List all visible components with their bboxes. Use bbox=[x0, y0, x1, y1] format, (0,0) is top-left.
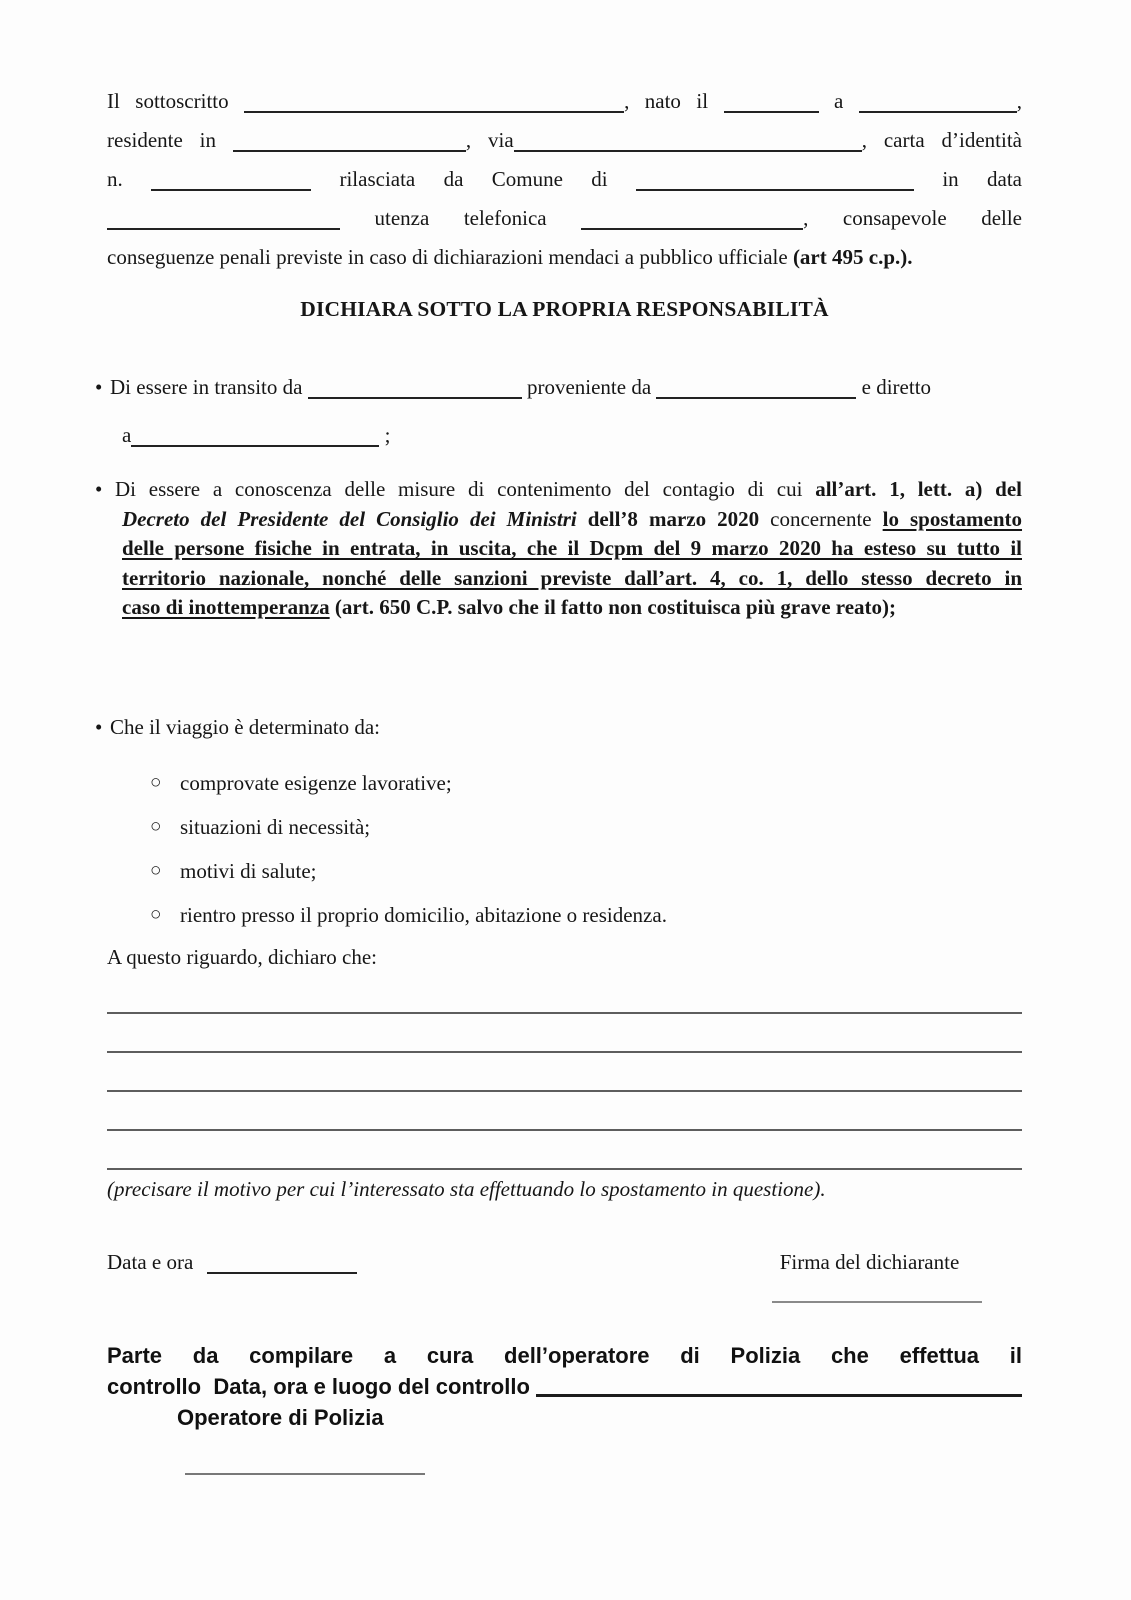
text-segment: , bbox=[1016, 89, 1022, 113]
intro-line bbox=[107, 121, 1022, 160]
text-segment: Di essere a conoscenza delle misure di contenimento del contagio di cui bbox=[115, 477, 816, 501]
signature-line[interactable] bbox=[772, 1301, 982, 1303]
intro-paragraph bbox=[107, 82, 1022, 277]
declaration-heading: DICHIARA SOTTO LA PROPRIA RESPONSABILITÀ bbox=[300, 297, 829, 321]
police-operator-label bbox=[177, 1402, 1022, 1433]
police-signature-line[interactable] bbox=[185, 1473, 425, 1475]
reason-option-work[interactable] bbox=[107, 770, 1022, 814]
fill-in-blank[interactable] bbox=[233, 137, 466, 152]
bullet-travel-reason bbox=[95, 712, 1022, 742]
text-segment: (art. 650 C.P. salvo che il fatto non costituisca più grave reato); bbox=[334, 595, 897, 620]
text-segment: , via bbox=[465, 128, 514, 152]
text-segment: in data bbox=[913, 167, 1023, 191]
reason-option-necessity[interactable] bbox=[107, 814, 1022, 858]
bullet-transit bbox=[95, 368, 1022, 455]
text-segment: Operatore di Polizia bbox=[177, 1405, 384, 1430]
transit-line bbox=[122, 416, 1022, 455]
text-segment: proveniente da bbox=[521, 375, 657, 399]
radio-circle-icon[interactable]: ○ bbox=[150, 816, 162, 837]
bullet-icon: • bbox=[95, 375, 103, 399]
fill-in-blank[interactable] bbox=[724, 98, 819, 113]
travel-reason-label: Che il viaggio è determinato da: bbox=[110, 715, 381, 739]
measures-line bbox=[115, 475, 1022, 505]
reason-option-label: comprovate esigenze lavorative; bbox=[180, 771, 452, 795]
reason-option-health[interactable] bbox=[107, 858, 1022, 902]
bullet-icon: • bbox=[95, 477, 103, 501]
text-segment bbox=[577, 507, 588, 531]
text-segment: concernente bbox=[759, 506, 883, 531]
police-section bbox=[107, 1340, 1022, 1433]
answer-line[interactable] bbox=[107, 1012, 1022, 1014]
text-segment: , nato il bbox=[624, 89, 724, 113]
radio-circle-icon[interactable]: ○ bbox=[150, 904, 162, 925]
intro-line bbox=[107, 160, 1022, 199]
fill-in-blank[interactable] bbox=[581, 215, 803, 230]
text-segment: dell’8 marzo 2020 bbox=[587, 506, 760, 531]
reason-option-return-home[interactable] bbox=[107, 902, 1022, 946]
text-segment: ; bbox=[379, 423, 391, 447]
measures-line bbox=[122, 534, 1022, 564]
answer-line[interactable] bbox=[107, 1090, 1022, 1092]
text-segment: Di essere in transito da bbox=[110, 375, 308, 399]
radio-circle-icon[interactable]: ○ bbox=[150, 860, 162, 881]
reason-options bbox=[107, 770, 1022, 946]
declare-label: A questo riguardo, dichiaro che: bbox=[107, 945, 378, 969]
text-segment: lo spostamento bbox=[882, 506, 1023, 531]
text-segment: Il sottoscritto bbox=[107, 89, 245, 113]
answer-line[interactable] bbox=[107, 1051, 1022, 1053]
fill-in-blank[interactable] bbox=[151, 176, 311, 191]
answer-line[interactable] bbox=[107, 1168, 1022, 1170]
intro-line bbox=[107, 238, 1022, 277]
text-segment: conseguenze penali previste in caso di dichiarazioni mendaci a pubblico ufficiale bbox=[107, 245, 793, 269]
date-time-field bbox=[107, 1248, 357, 1276]
fill-in-blank[interactable] bbox=[636, 176, 914, 191]
text-segment: controllo Data, ora e luogo del controllo bbox=[107, 1374, 537, 1399]
fill-in-blank[interactable] bbox=[536, 1381, 1022, 1397]
signature-block bbox=[762, 1248, 977, 1276]
reason-note: (precisare il motivo per cui l’interessato sta effettuando lo spostamento in questione). bbox=[107, 1177, 826, 1201]
fill-in-blank[interactable] bbox=[244, 98, 624, 113]
date-time-label: Data e ora bbox=[107, 1250, 194, 1274]
text-segment: , carta d’identità bbox=[861, 128, 1023, 152]
text-segment: delle persone fisiche in entrata, in uscita, che il Dcpm del 9 marzo 2020 ha esteso su tutto il bbox=[122, 536, 1022, 561]
text-segment: n. bbox=[107, 167, 152, 191]
text-segment: (art 495 c.p.). bbox=[792, 245, 913, 269]
fill-in-blank[interactable] bbox=[131, 432, 379, 447]
signature-label: Firma del dichiarante bbox=[779, 1250, 960, 1274]
text-segment: a bbox=[818, 89, 859, 113]
measures-line bbox=[122, 505, 1022, 535]
text-segment: utenza telefonica bbox=[340, 206, 582, 230]
text-segment: all’art. 1, lett. a) del bbox=[815, 477, 1022, 501]
measures-line bbox=[122, 564, 1022, 594]
radio-circle-icon[interactable]: ○ bbox=[150, 772, 162, 793]
bullet-icon: • bbox=[95, 715, 103, 739]
page-content bbox=[95, 0, 1023, 1600]
text-segment: territorio nazionale, nonché delle sanzioni previste dall’art. 4, co. 1, dello stesso decreto in bbox=[122, 565, 1022, 590]
text-segment: Parte da compilare a cura dell’operatore di Polizia che effettua il bbox=[107, 1343, 1022, 1368]
fill-in-blank[interactable] bbox=[107, 215, 340, 230]
text-segment: caso di inottemperanza bbox=[122, 595, 330, 620]
text-segment: e diretto bbox=[856, 375, 932, 399]
police-control-field bbox=[107, 1371, 1022, 1402]
text-segment: residente in bbox=[107, 128, 233, 152]
text-segment: a bbox=[122, 423, 132, 447]
police-line bbox=[107, 1340, 1022, 1371]
intro-line bbox=[107, 199, 1022, 238]
answer-line[interactable] bbox=[107, 1129, 1022, 1131]
measures-line bbox=[122, 593, 1022, 623]
text-segment: , consapevole delle bbox=[803, 206, 1023, 230]
reason-option-label: rientro presso il proprio domicilio, abitazione o residenza. bbox=[180, 903, 667, 927]
bullet-measures bbox=[95, 475, 1023, 623]
fill-in-blank[interactable] bbox=[859, 98, 1017, 113]
fill-in-blank[interactable] bbox=[207, 1259, 357, 1274]
reason-option-label: situazioni di necessità; bbox=[180, 815, 371, 839]
fill-in-blank[interactable] bbox=[514, 137, 862, 152]
text-segment: Decreto del Presidente del Consiglio dei Ministri bbox=[122, 506, 577, 531]
reason-option-label: motivi di salute; bbox=[180, 859, 317, 883]
fill-in-blank[interactable] bbox=[656, 384, 856, 399]
transit-line bbox=[110, 368, 1022, 407]
fill-in-blank[interactable] bbox=[308, 384, 522, 399]
intro-line bbox=[107, 82, 1022, 121]
text-segment: rilasciata da Comune di bbox=[311, 167, 636, 191]
